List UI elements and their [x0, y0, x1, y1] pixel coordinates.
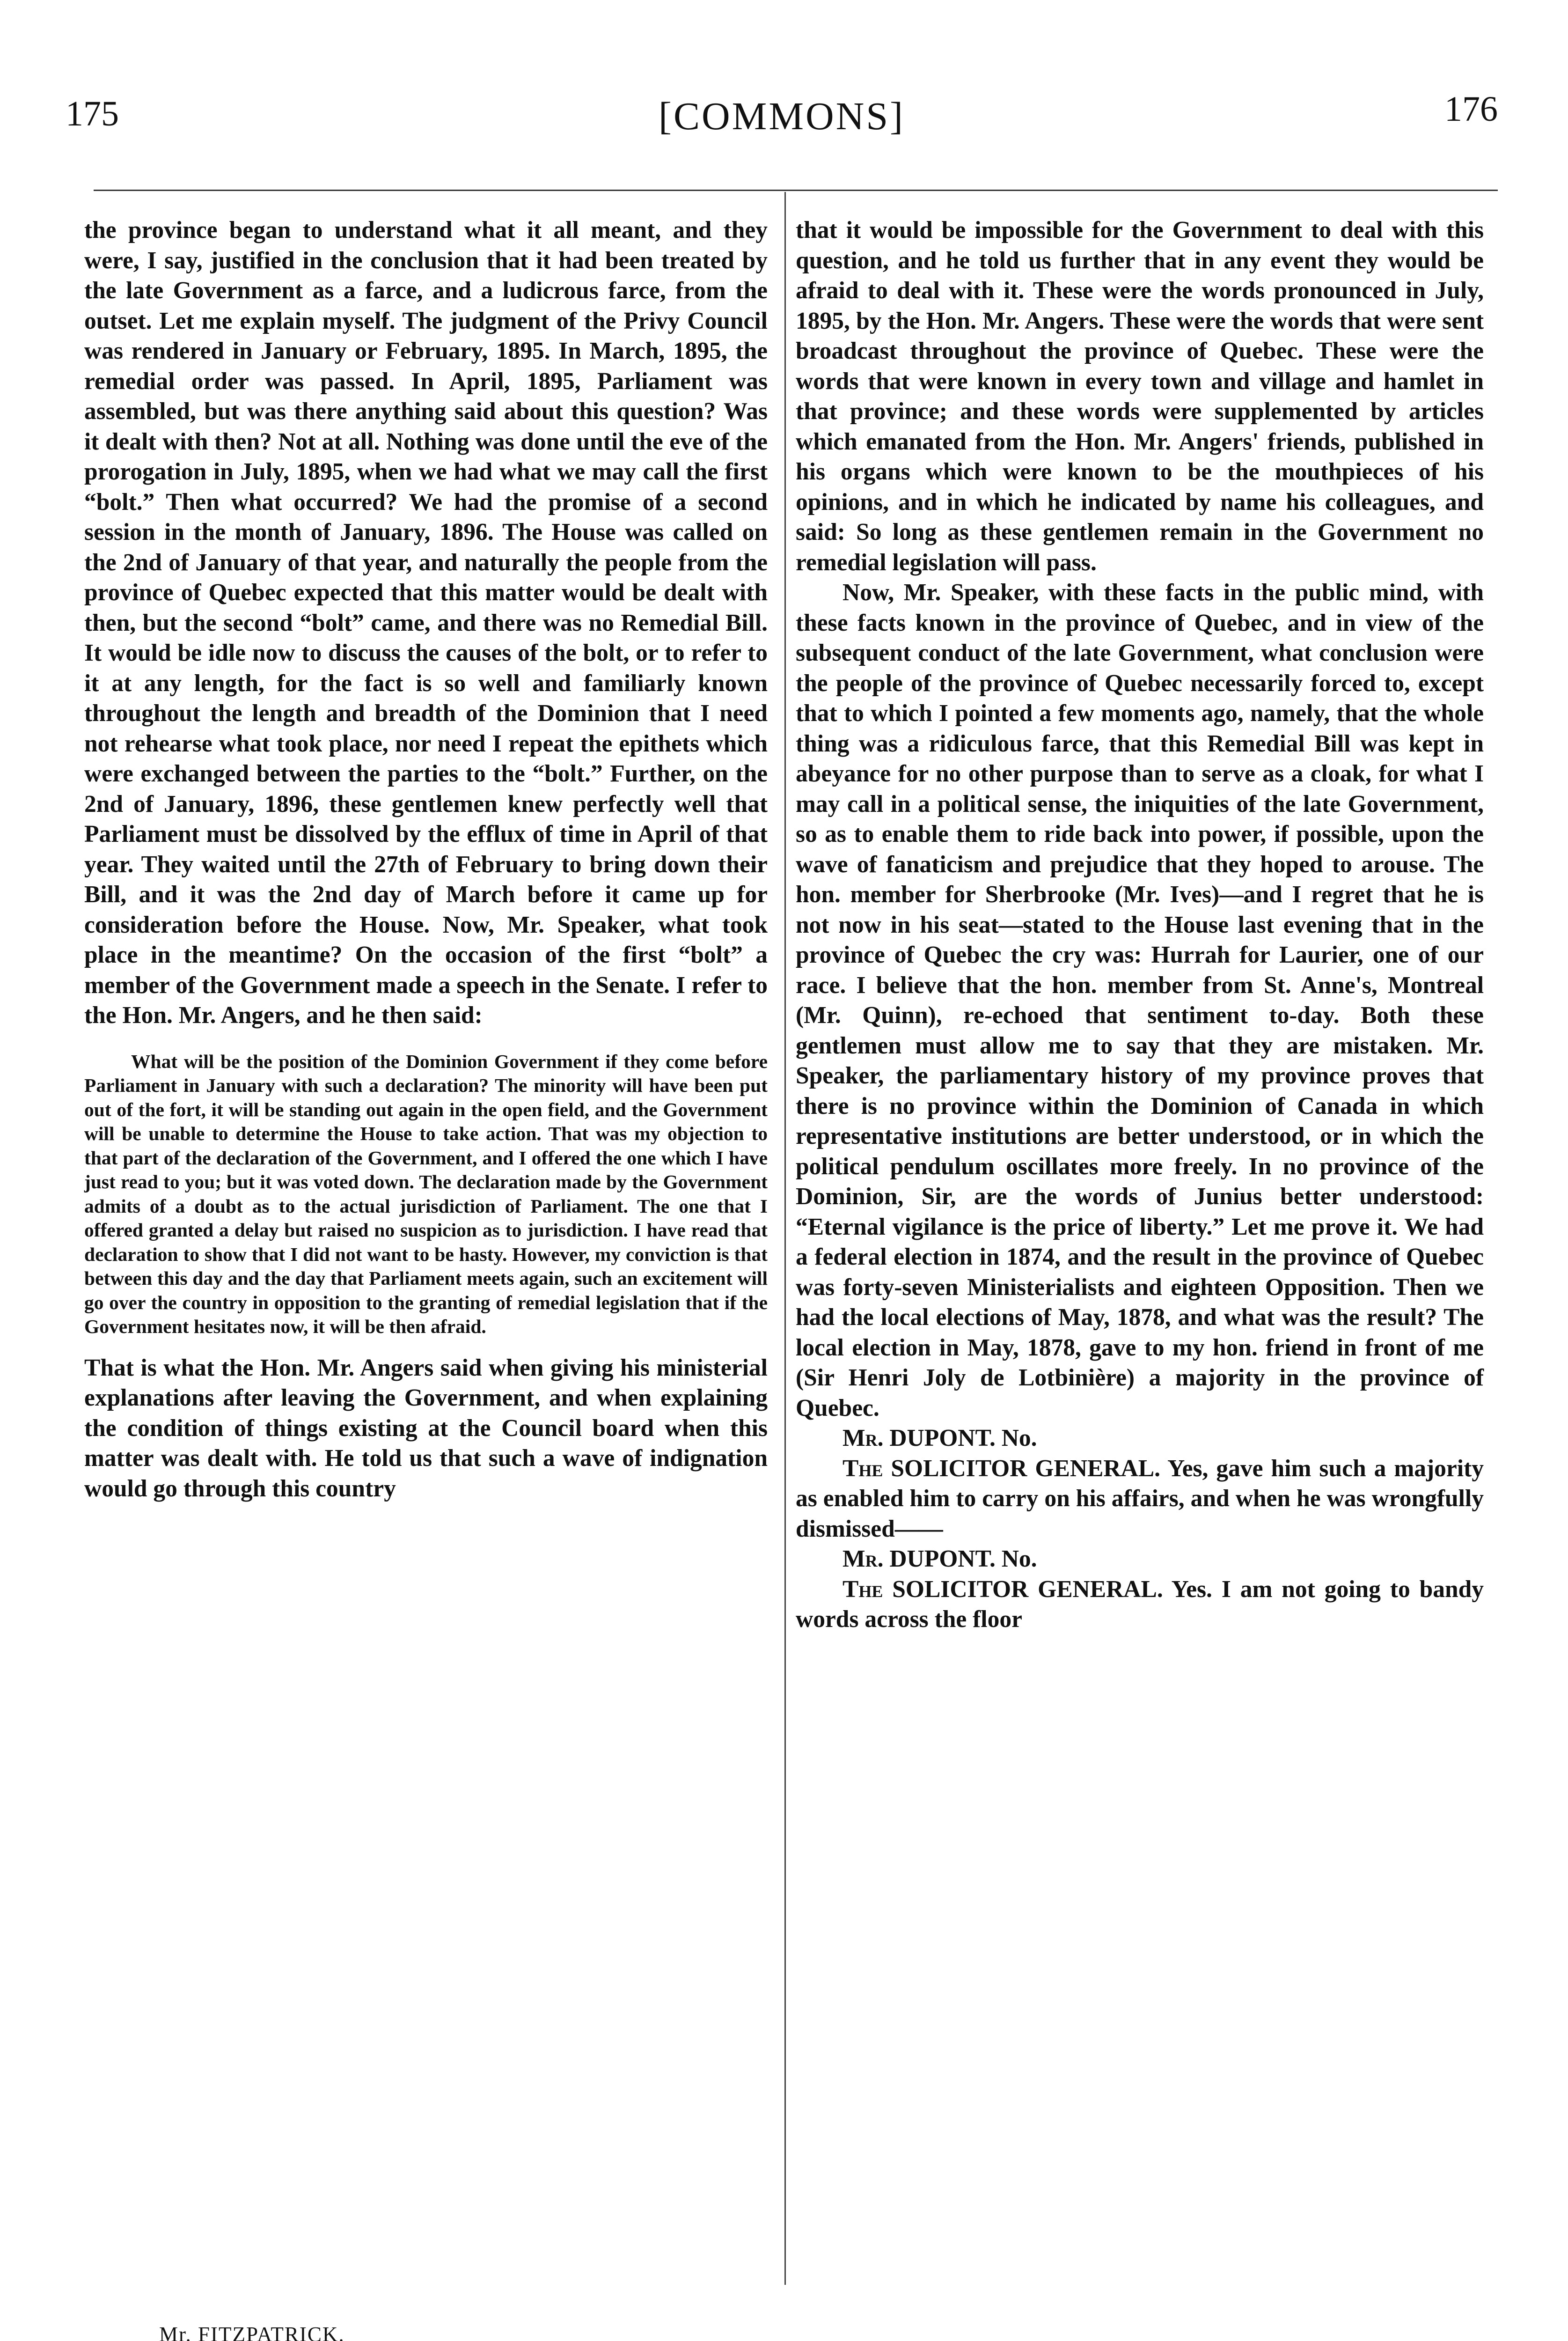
- speech-dupont-1: [796, 1423, 1484, 1454]
- left-paragraph-2: That is what the Hon. Mr. Angers said when giving his ministerial explanations after leaving the Government, and when explaining the condition of things existing at the Council board when this matter was dealt with. He told us that such a wave of indignation would go through this country: [84, 1354, 768, 1502]
- speech-solicitor-general-1: [796, 1454, 1484, 1545]
- speech-text: Yes. I am not going to bandy words across the floor: [796, 1575, 1484, 1633]
- speech-solicitor-general-2: [796, 1575, 1484, 1635]
- speech-text: Yes, gave him such a majority as enabled him to carry on his affairs, and when he was wrongfully dismissed——: [796, 1455, 1484, 1542]
- speaker-name: The SOLICITOR GENERAL.: [843, 1575, 1163, 1603]
- header-rule: [94, 190, 1498, 191]
- speech-text: No.: [995, 1425, 1037, 1451]
- running-head: [COMMONS]: [658, 95, 905, 138]
- speaker-name: The SOLICITOR GENERAL.: [843, 1455, 1160, 1482]
- speaker-name: Mr. DUPONT.: [843, 1425, 996, 1451]
- column-divider: [784, 192, 786, 2285]
- left-paragraph-1: the province began to understand what it all meant, and they were, I say, justified in the conclusion that it had been treated by the late Government as a farce, and a ludicrous farce, from the outset. Let me explain myself. The judgment of the Privy Council was rendered in January or February, 1895. In March, 1895, the remedial order was passed. In April, 1895, Parliament was assembled, but was there anything said about this question? Was it dealt with then? Not at all. Nothing was done until the eve of the prorogation in July, 1895, when we had what we may call the first “bolt.” Then what occurred? We had the promise of a second session in the month of January, 1896. The House was called on the 2nd of January of that year, and naturally the people from the province of Quebec expected that this matter would be dealt with then, but the second “bolt” came, and there was no Remedial Bill. It would be idle now to discuss the causes of the bolt, or to refer to it at any length, for the fact is so well and familiarly known throughout the length and breadth of the Dominion that I need not rehearse what took place, nor need I repeat the epithets which were exchanged between the parties to the “bolt.” Further, on the 2nd of January, 1896, these gentlemen knew perfectly well that Parliament must be dissolved by the efflux of time in April of that year. They waited until the 27th of February to bring down their Bill, and it was the 2nd day of March before it came up for consideration before the House. Now, Mr. Speaker, what took place in the meantime? On the occasion of the first “bolt” a member of the Government made a speech in the Senate. I refer to the Hon. Mr. Angers, and he then said:: [84, 217, 768, 1029]
- right-paragraph-1: that it would be impossible for the Government to deal with this question, and he told us further that in any event they would be afraid to deal with it. These were the words pronounced in July, 1895, by the Hon. Mr. Angers. These were the words that were sent broadcast throughout the province of Quebec. These were the words that were known in every town and village and hamlet in that province; and these words were supplemented by articles which emanated from the Hon. Mr. Angers' friends, published in his organs which were known to be the mouthpieces of his opinions, and in which he indicated by name his colleagues, and said: So long as these gentlemen remain in the Government no remedial legislation will pass.: [796, 217, 1484, 576]
- left-column: [84, 215, 768, 1504]
- speech-text: No.: [995, 1546, 1037, 1572]
- page-header: [66, 89, 1498, 150]
- angers-quotation: What will be the position of the Dominion Government if they come before Parliament in January with such a declaration? The minority will have been put out of the fort, it will be standing out again in the open field, and the Government will be unable to determine the House to take action. That was my objection to that part of the declaration of the Government, and I offered the one which I have just read to you; but it was voted down. The declaration made by the Government admits of a doubt as to the actual jurisdiction of Parliament. The one that I offered granted a delay but raised no suspicion as to jurisdiction. I have read that declaration to show that I did not want to be hasty. However, my conviction is that between this day and the day that Parliament meets again, such an excitement will go over the country in opposition to the granting of remedial legislation that if the Government hesitates now, it will be then afraid.: [84, 1050, 768, 1337]
- right-column: [796, 215, 1484, 1635]
- page-number-left: 175: [66, 94, 119, 133]
- right-paragraph-2: Now, Mr. Speaker, with these facts in the public mind, with these facts known in the province of Quebec, and in view of the subsequent conduct of the late Government, what conclusion were the people of the province of Quebec necessarily forced to, except that to which I pointed a few moments ago, namely, that the whole thing was a ridiculous farce, that this Remedial Bill was kept in abeyance for no other purpose than to serve as a cloak, for what I may call in a political sense, the iniquities of the late Government, so as to enable them to ride back into power, if possible, upon the wave of fanaticism and prejudice that they hoped to arouse. The hon. member for Sherbrooke (Mr. Ives)—and I regret that he is not now in his seat—stated to the House last evening that in the province of Quebec the cry was: Hurrah for Laurier, one of our race. I believe that the hon. member from St. Anne's, Montreal (Mr. Quinn), re-echoed that sentiment to-day. Both these gentlemen must allow me to say that they are mistaken. Mr. Speaker, the parliamentary history of my province proves that there is no province within the Dominion of Canada in which representative institutions are better understood, or in which the political pendulum oscillates more freely. In no province of the Dominion, Sir, are the words of Junius better understood: “Eternal vigilance is the price of liberty.” Let me prove it. We had a federal election in 1874, and the result in the province of Quebec was forty-seven Ministerialists and eighteen Opposition. Then we had the local elections of May, 1878, and what was the result? The local election in May, 1878, gave to my hon. friend in front of me (Sir Henri Joly de Lotbinière) a majority in the province of Quebec.: [796, 579, 1484, 1421]
- speech-dupont-2: [796, 1544, 1484, 1575]
- footer-speaker: Mr. FITZPATRICK.: [159, 2323, 345, 2341]
- page-number-right: 176: [1444, 89, 1498, 129]
- speaker-name: Mr. DUPONT.: [843, 1546, 996, 1572]
